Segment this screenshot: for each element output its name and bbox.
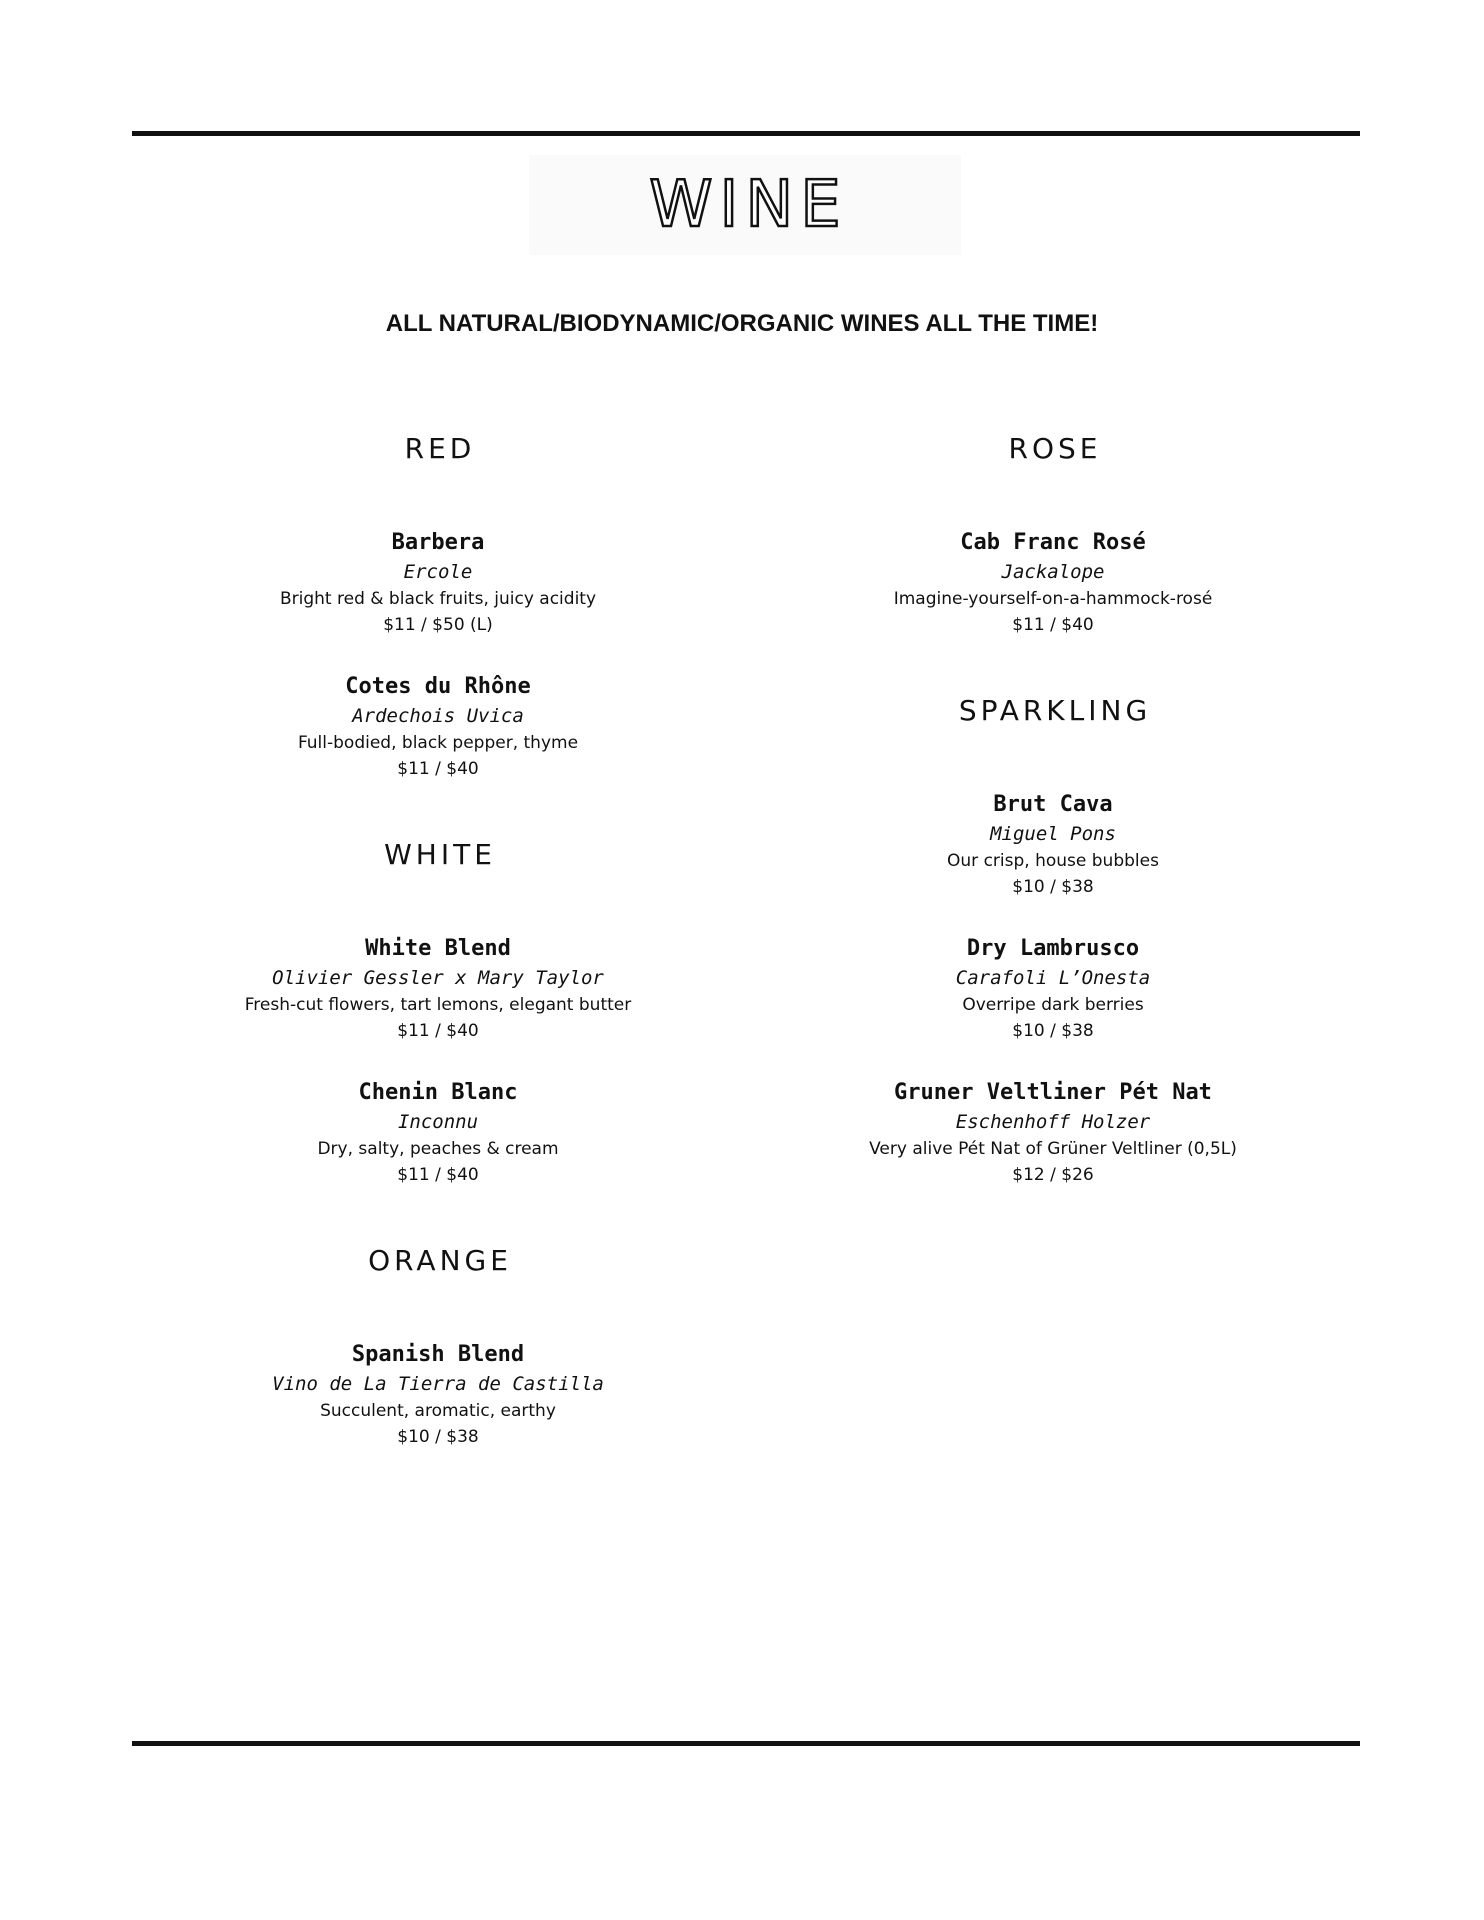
section-heading: SPARKLING <box>958 694 1152 727</box>
wine-description: Dry, salty, peaches & cream <box>317 1139 559 1159</box>
wine-name: Dry Lambrusco <box>966 936 1140 961</box>
wine-producer: Ardechois Uvica <box>352 705 524 727</box>
wine-price: $11 / $40 <box>397 1165 479 1185</box>
wine-producer: Eschenhoff Holzer <box>955 1111 1151 1133</box>
wine-producer: Olivier Gessler x Mary Taylor <box>272 967 604 989</box>
wine-item-barbera <box>158 528 718 638</box>
wine-list <box>158 1340 718 1450</box>
section-orange <box>158 1244 718 1450</box>
wine-description: Bright red & black fruits, juicy acidity <box>279 589 597 609</box>
wine-name: Cotes du Rhône <box>345 674 531 699</box>
wine-description: Overripe dark berries <box>962 995 1144 1015</box>
wine-item-white-blend <box>158 934 718 1044</box>
wine-description: Our crisp, house bubbles <box>947 851 1159 871</box>
wine-list <box>773 528 1333 638</box>
wine-producer: Jackalope <box>1001 561 1105 583</box>
wine-item-cab-franc-rose <box>773 528 1333 638</box>
wine-list <box>158 934 718 1188</box>
wine-producer: Carafoli L’Onesta <box>955 967 1151 989</box>
title-banner <box>529 155 961 255</box>
section-white <box>158 838 718 1188</box>
right-column <box>773 432 1333 1244</box>
wine-description: Imagine-yourself-on-a-hammock-rosé <box>893 589 1213 609</box>
section-heading: ORANGE <box>368 1244 512 1277</box>
tagline: ALL NATURAL/BIODYNAMIC/ORGANIC WINES ALL THE TIME! <box>385 310 1099 337</box>
section-heading: ROSE <box>1008 432 1102 465</box>
section-heading: WHITE <box>384 838 496 871</box>
page-title: WINE <box>649 168 848 242</box>
section-rose <box>773 432 1333 638</box>
wine-description: Fresh-cut flowers, tart lemons, elegant butter <box>244 995 632 1015</box>
wine-name: Gruner Veltliner Pét Nat <box>894 1080 1212 1105</box>
wine-producer: Miguel Pons <box>990 823 1116 845</box>
wine-description: Full-bodied, black pepper, thyme <box>297 733 579 753</box>
wine-price: $10 / $38 <box>1012 1021 1094 1041</box>
wine-price: $10 / $38 <box>397 1427 479 1447</box>
wine-name: Chenin Blanc <box>358 1080 518 1105</box>
wine-price: $11 / $40 <box>397 759 479 779</box>
wine-name: Spanish Blend <box>351 1342 525 1367</box>
wine-item-brut-cava <box>773 790 1333 900</box>
wine-price: $11 / $40 <box>397 1021 479 1041</box>
bottom-rule <box>132 1741 1360 1746</box>
wine-producer: Vino de La Tierra de Castilla <box>272 1373 604 1395</box>
left-column <box>158 432 718 1506</box>
wine-item-cotes-du-rhone <box>158 672 718 782</box>
top-rule <box>132 131 1360 136</box>
wine-price: $12 / $26 <box>1012 1165 1094 1185</box>
wine-price: $11 / $40 <box>1012 615 1094 635</box>
section-sparkling <box>773 694 1333 1188</box>
wine-name: Brut Cava <box>993 792 1113 817</box>
section-red <box>158 432 718 782</box>
wine-name: White Blend <box>365 936 511 961</box>
wine-name: Barbera <box>391 530 485 555</box>
wine-item-dry-lambrusco <box>773 934 1333 1044</box>
section-heading: RED <box>404 432 476 465</box>
wine-description: Succulent, aromatic, earthy <box>320 1401 556 1421</box>
wine-description: Very alive Pét Nat of Grüner Veltliner (0,5L) <box>869 1139 1237 1159</box>
wine-list <box>773 790 1333 1188</box>
wine-price: $10 / $38 <box>1012 877 1094 897</box>
wine-price: $11 / $50 (L) <box>383 615 493 635</box>
wine-name: Cab Franc Rosé <box>960 530 1146 555</box>
wine-item-chenin-blanc <box>158 1078 718 1188</box>
wine-item-spanish-blend <box>158 1340 718 1450</box>
wine-producer: Ercole <box>403 561 473 583</box>
wine-producer: Inconnu <box>397 1111 479 1133</box>
wine-item-gruner-veltliner-pet-nat <box>773 1078 1333 1188</box>
wine-list <box>158 528 718 782</box>
